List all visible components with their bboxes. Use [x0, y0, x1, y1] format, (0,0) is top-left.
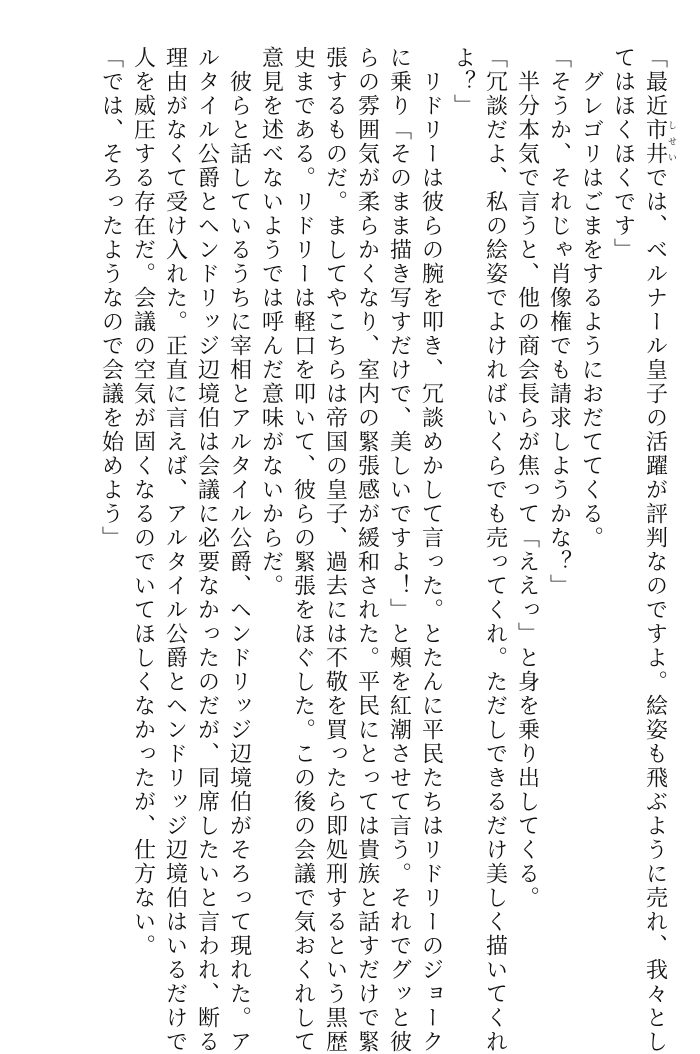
- text-line-6: 「冗談だよ、私の絵姿でよければいくらでも売ってくれ。ただしできるだけ美しく描いてくれ: [482, 46, 508, 1054]
- text-line-3: グレゴリはごまをするようにおだててくる。: [578, 46, 604, 550]
- ruby-reading: しせい: [666, 118, 676, 166]
- line-1-part-a: 「最近: [642, 46, 668, 118]
- text-line-9: に乗り「そのまま描き写すだけで、美しいですよ！」と頰を紅潮させて言う。それでグッと彼: [386, 46, 412, 1054]
- text-line-17: 人を威圧する存在だ。会議の空気が固くなるのでいてほしくなかったが、仕方ない。: [130, 46, 156, 958]
- text-line-18: 「では、そろったようなので会議を始めよう」: [98, 46, 124, 550]
- vertical-text-body: [95, 46, 677, 1054]
- text-line-11: 張するものだ。ましてやこちらは帝国の皇子、過去には不敬を買ったら即処刑するという黒歴: [322, 46, 348, 1054]
- text-line-10: らの雰囲気が柔らかくなり、室内の緊張感が緩和された。平民にとっては貴族と話すだけで緊: [354, 46, 380, 1054]
- ruby-base: 市井: [642, 118, 668, 166]
- text-line-15: ルタイル公爵とヘンドリッジ辺境伯は会議に必要なかったのだが、同席したいと言われ、断る: [194, 46, 220, 1054]
- text-line-12: 史まである。リドリーは軽口を叩いて、彼らの緊張をほぐした。この後の会議で気おくれして: [290, 46, 316, 1054]
- line-1-part-b: では、ベルナール皇子の活躍が評判なのですよ。絵姿も飛ぶように売れ、我々とし: [642, 166, 668, 1054]
- text-line-2: てはほくほくです」: [610, 46, 636, 262]
- text-line-8: リドリーは彼らの腕を叩き、冗談めかして言った。とたんに平民たちはリドリーのジョーク: [418, 46, 444, 1054]
- text-line-14: 彼らと話しているうちに宰相とアルタイル公爵、ヘンドリッジ辺境伯がそろって現れた。ア: [226, 46, 252, 1054]
- text-line-13: 意見を述べないようでは呼んだ意味がないからだ。: [258, 46, 284, 598]
- text-line-4: 「そうか、それじゃ肖像権でも請求しようかな？」: [546, 46, 572, 598]
- ruby-annotation: [642, 118, 676, 166]
- text-line-16: 理由がなくて受け入れた。正直に言えば、アルタイル公爵とヘンドリッジ辺境伯はいるだけで: [162, 46, 188, 1054]
- text-line-5: 半分本気で言うと、他の商会長らが焦って「ええっ」と身を乗り出してくる。: [514, 46, 540, 910]
- text-line-7: よ？」: [450, 46, 476, 118]
- text-line-1: [639, 46, 677, 1054]
